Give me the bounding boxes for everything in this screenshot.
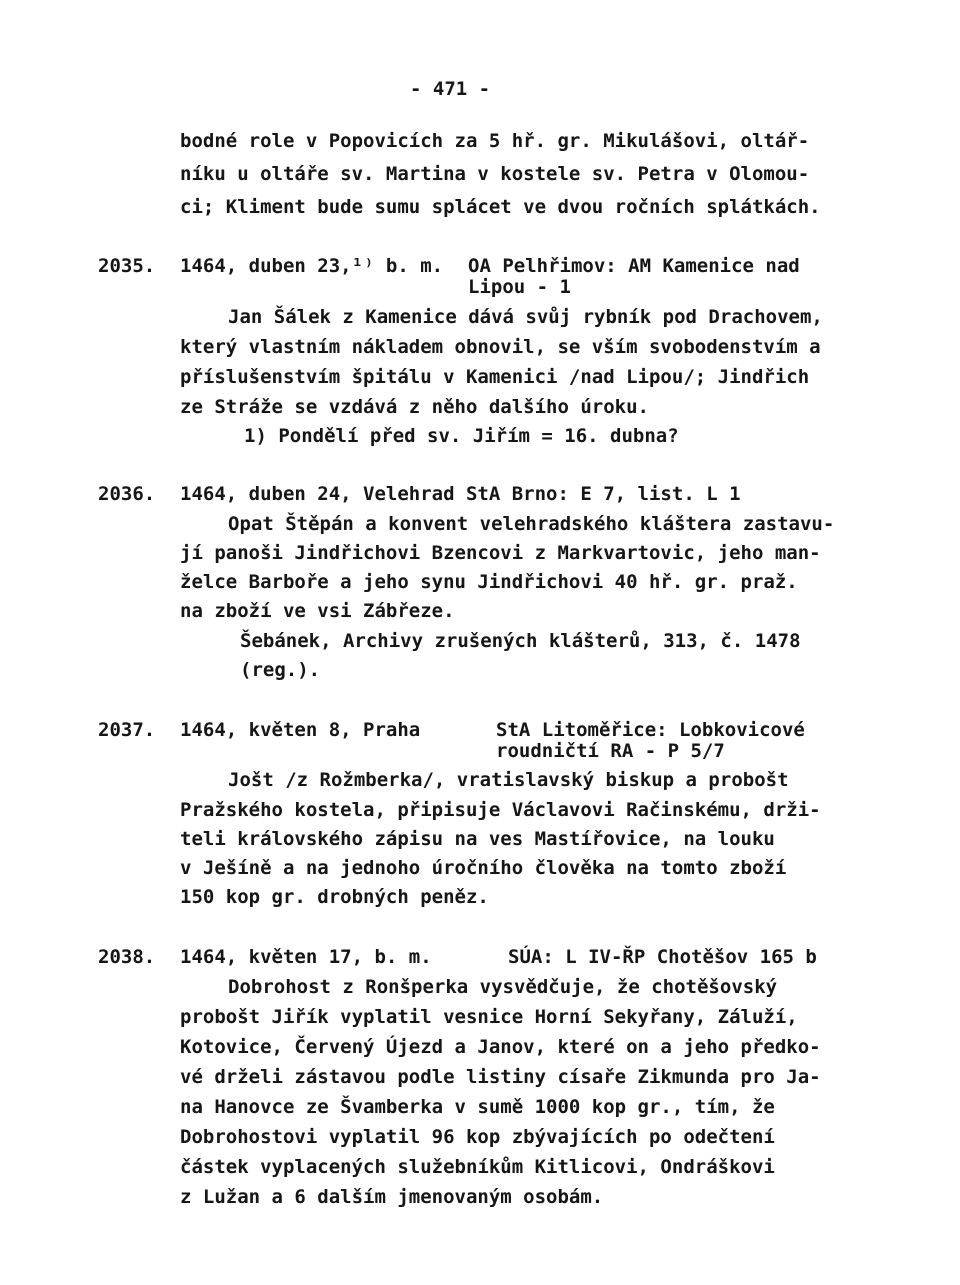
- continuation-line: ci; Kliment bude sumu splácet ve dvou ročních splátkách.: [180, 196, 821, 218]
- entry-body-line: příslušenstvím špitálu v Kamenici /nad Lipou/; Jindřich: [180, 366, 810, 388]
- entry-header: 1464, květen 17, b. m.: [180, 946, 432, 968]
- entry-body-line: probošt Jiřík vyplatil vesnice Horní Sekyřany, Záluží,: [180, 1006, 798, 1028]
- entry-number: 2038.: [98, 946, 156, 968]
- continuation-line: níku u oltáře sv. Martina v kostele sv. Petra v Olomou-: [180, 163, 810, 185]
- entry-source: SÚA: L IV-ŘP Chotěšov 165 b: [508, 946, 817, 968]
- entry-number: 2035.: [98, 255, 156, 277]
- entry-number: 2036.: [98, 483, 156, 505]
- entry-body-line: Pražského kostela, připisuje Václavovi Račinskému, drži-: [180, 799, 821, 821]
- entry-body-line: na zboží ve vsi Zábřeze.: [180, 600, 455, 622]
- entry-header: 1464, květen 8, Praha: [180, 719, 421, 741]
- entry-body-line: Jan Šálek z Kamenice dává svůj rybník pod Drachovem,: [228, 306, 823, 328]
- entry-body-line: Jošt /z Rožmberka/, vratislavský biskup a probošt: [228, 769, 789, 791]
- entry-header: 1464, duben 23,¹⁾ b. m.: [180, 255, 444, 277]
- entry-body-line: Dobrohostovi vyplatil 96 kop zbývajících po odečtení: [180, 1126, 775, 1148]
- entry-body-line: v Ješíně a na jednoho úročního člověka na tomto zboží: [180, 857, 787, 879]
- entry-body-line: 150 kop gr. drobných peněz.: [180, 886, 489, 908]
- entry-body-line: z Lužan a 6 dalším jmenovaným osobám.: [180, 1186, 604, 1208]
- entry-body-line: želce Barboře a jeho synu Jindřichovi 40 hř. gr. praž.: [180, 571, 798, 593]
- entry-source: StA Litoměřice: Lobkovicové: [496, 719, 805, 741]
- entry-source: Lipou - 1: [468, 276, 571, 298]
- entry-body-line: teli královského zápisu na ves Mastířovice, na louku: [180, 828, 775, 850]
- bibliography-reference: (reg.).: [240, 659, 321, 681]
- continuation-line: bodné role v Popovicích za 5 hř. gr. Mikulášovi, oltář-: [180, 130, 810, 152]
- footnote: 1) Pondělí před sv. Jiřím = 16. dubna?: [244, 425, 679, 447]
- entry-source: roudničtí RA - P 5/7: [496, 740, 725, 762]
- entry-body-line: Kotovice, Červený Újezd a Janov, které on a jeho předko-: [180, 1036, 821, 1058]
- entry-body-line: Dobrohost z Ronšperka vysvědčuje, že chotěšovský: [228, 976, 778, 998]
- entry-body-line: který vlastním nákladem obnovil, se vším svobodenstvím a: [180, 336, 821, 358]
- page-number: - 471 -: [410, 78, 491, 100]
- entry-number: 2037.: [98, 719, 156, 741]
- bibliography-reference: Šebánek, Archivy zrušených klášterů, 313, č. 1478: [240, 630, 801, 652]
- entry-body-line: vé drželi zástavou podle listiny císaře Zikmunda pro Ja-: [180, 1066, 821, 1088]
- entry-source: OA Pelhřimov: AM Kamenice nad: [468, 255, 800, 277]
- entry-body-line: částek vyplacených služebníkům Kitlicovi, Ondráškovi: [180, 1156, 775, 1178]
- entry-body-line: Opat Štěpán a konvent velehradského kláštera zastavu-: [228, 513, 835, 535]
- entry-body-line: na Hanovce ze Švamberka v sumě 1000 kop gr., tím, že: [180, 1096, 775, 1118]
- entry-body-line: ze Stráže se vzdává z něho dalšího úroku.: [180, 396, 649, 418]
- entry-body-line: jí panoši Jindřichovi Bzencovi z Markvartovic, jeho man-: [180, 542, 821, 564]
- entry-header: 1464, duben 24, Velehrad StA Brno: E 7, list. L 1: [180, 483, 741, 505]
